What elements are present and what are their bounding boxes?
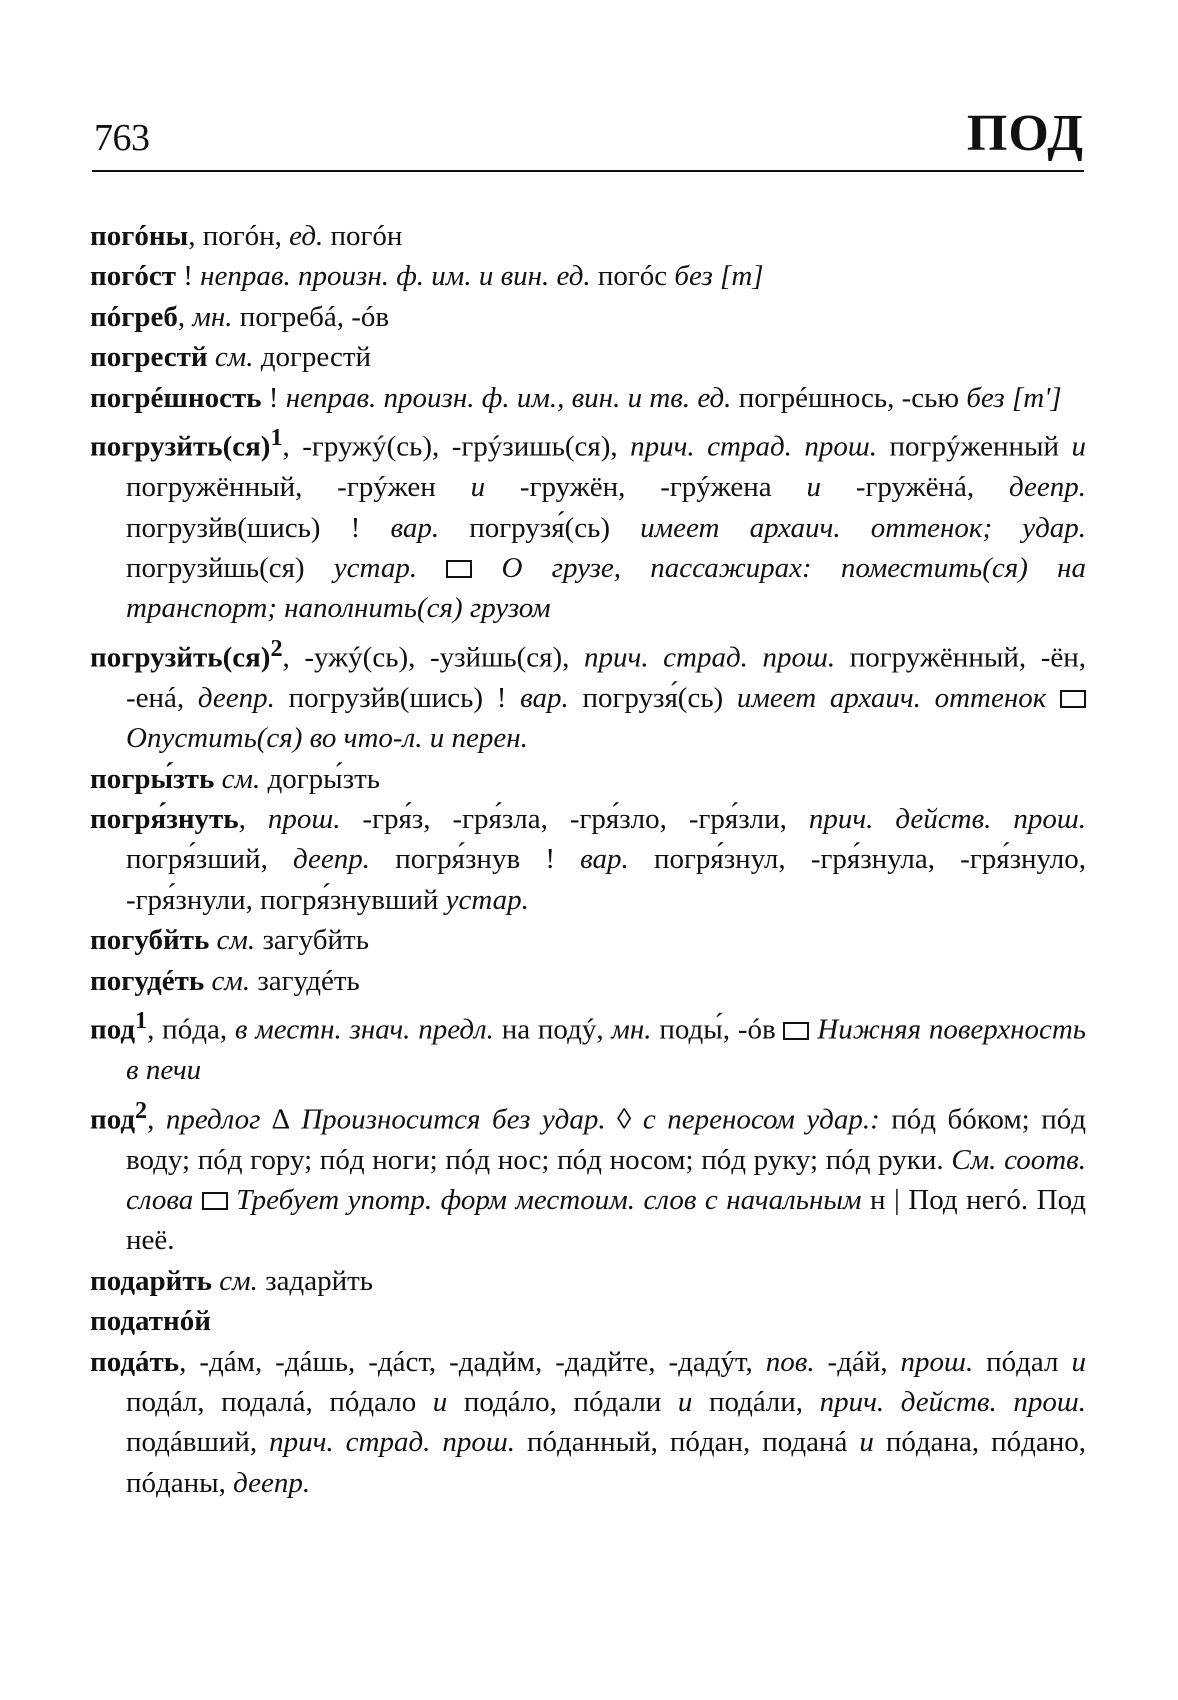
dictionary-entry bbox=[90, 297, 1086, 337]
entry-text: погря́знул, -гря́знула, -гря́знуло, -гря́знули, погря́знувший bbox=[126, 843, 1086, 916]
grammar-label: неправ. произн. ф. им. и вин. ед. bbox=[200, 260, 591, 293]
grammar-label: мн. bbox=[611, 1013, 652, 1046]
grammar-label: Нижняя поверхность в печи bbox=[126, 1013, 1086, 1087]
entry-headword: податнóй bbox=[90, 1305, 211, 1338]
dictionary-entry bbox=[90, 216, 1086, 256]
entry-text: подáвший, bbox=[126, 1426, 270, 1459]
entry-text: загудéть bbox=[250, 964, 360, 997]
entry-text: погрузйв(шись) ! bbox=[126, 511, 391, 544]
dictionary-entry bbox=[90, 378, 1086, 418]
entry-text: погрéшнось, -сью bbox=[731, 381, 967, 414]
grammar-label: прич. страд. прош. bbox=[630, 430, 878, 463]
dictionary-entry bbox=[90, 418, 1086, 629]
meaning-box-icon bbox=[783, 1022, 809, 1040]
grammar-label: пов. bbox=[765, 1345, 815, 1378]
grammar-label: имеет архаич. оттенок; удар. bbox=[640, 511, 1086, 544]
entry-text: догры́зть bbox=[260, 762, 381, 795]
entry-text: подáло, пóдали bbox=[447, 1386, 678, 1418]
entry-headword: под bbox=[90, 1103, 136, 1136]
grammar-label: вар. bbox=[390, 511, 440, 544]
dictionary-entry bbox=[90, 337, 1086, 377]
page-header bbox=[92, 96, 1084, 172]
grammar-label: и bbox=[470, 471, 486, 504]
grammar-label: прош. bbox=[267, 803, 341, 835]
grammar-label: ед. bbox=[289, 220, 324, 252]
grammar-label: вар. bbox=[580, 843, 629, 876]
entry-headword: погря́знуть bbox=[90, 803, 239, 835]
homonym-index: 1 bbox=[270, 424, 283, 452]
grammar-label: прич. страд. прош. bbox=[269, 1426, 515, 1459]
entry-headword: погрéшность bbox=[90, 381, 262, 414]
grammar-label: См. соотв. слова bbox=[126, 1143, 1086, 1216]
dictionary-entry bbox=[90, 629, 1086, 759]
dictionary-entry bbox=[90, 1091, 1086, 1261]
grammar-label: вар. bbox=[520, 681, 569, 714]
dictionary-entry bbox=[90, 1261, 1086, 1301]
entry-text bbox=[214, 763, 221, 795]
grammar-label: и bbox=[1071, 430, 1087, 463]
entry-text: погребá, -óв bbox=[232, 300, 390, 333]
entry-text: ! bbox=[261, 381, 286, 414]
grammar-label: см. bbox=[221, 762, 261, 795]
grammar-label: см. bbox=[211, 964, 251, 997]
grammar-label: и bbox=[806, 471, 821, 504]
grammar-label: деепр. bbox=[197, 681, 275, 714]
grammar-label: предлог ∆ Произносится без удар. ◊ с переносом удар.: bbox=[165, 1103, 880, 1136]
grammar-label: устар. bbox=[333, 551, 418, 584]
grammar-label: О грузе, пассажирах: поместить(ся) на транспорт; наполнить(ся) грузом bbox=[126, 551, 1086, 625]
entry-text: , погóн, bbox=[188, 220, 290, 252]
dictionary-entries bbox=[90, 216, 1086, 1503]
dictionary-entry bbox=[90, 1342, 1086, 1504]
entry-headword: погрузйть(ся) bbox=[90, 641, 271, 674]
entry-text: пóдал bbox=[973, 1345, 1072, 1378]
running-head: ПОД bbox=[966, 105, 1084, 162]
entry-headword: погóст bbox=[90, 260, 176, 293]
dictionary-entry bbox=[90, 256, 1086, 296]
grammar-label: прич. действ. прош. bbox=[808, 803, 1086, 835]
entry-text: пóдана, пóдано, пóданы, bbox=[126, 1426, 1087, 1499]
entry-text: задарйть bbox=[257, 1264, 373, 1297]
entry-text: погóн bbox=[323, 220, 403, 252]
dictionary-entry bbox=[90, 759, 1086, 799]
entry-headword: погудéть bbox=[90, 964, 205, 997]
entry-headword: погрузйть(ся) bbox=[90, 430, 271, 463]
meaning-box-icon bbox=[202, 1192, 228, 1210]
grammar-label: Опустить(ся) во что-л. и перен. bbox=[126, 722, 528, 755]
dictionary-entry bbox=[90, 1301, 1086, 1341]
homonym-index: 2 bbox=[135, 1096, 148, 1124]
entry-text: , -гружý(сь), -грýзишь(ся), bbox=[282, 430, 631, 463]
grammar-label: мн. bbox=[192, 300, 233, 333]
entry-text: погрузйв(шись) ! bbox=[274, 681, 521, 714]
grammar-label: см. bbox=[216, 924, 256, 957]
grammar-label: имеет архаич. оттенок bbox=[736, 681, 1047, 714]
dictionary-entry bbox=[90, 920, 1086, 960]
entry-text: , bbox=[238, 803, 268, 835]
entry-text: погря́зший, bbox=[126, 843, 294, 876]
entry-text: н | Под негó. Под неё. bbox=[126, 1183, 1086, 1257]
entry-text: догрестй bbox=[253, 341, 372, 374]
entry-headword: погры́зть bbox=[90, 762, 215, 795]
entry-text bbox=[208, 341, 215, 373]
entry-text: погрузйшь(ся) bbox=[126, 551, 334, 584]
entry-text: , -ужý(сь), -узйшь(ся), bbox=[282, 641, 584, 674]
entry-text: пóд бóком; пóд воду; пóд гору; пóд ноги; пóд нос; пóд носом; пóд руку; пóд руки. bbox=[126, 1103, 1086, 1176]
entry-text: на подý, bbox=[493, 1013, 612, 1046]
grammar-label: деепр. bbox=[1008, 471, 1087, 504]
entry-headword: погрестй bbox=[90, 341, 208, 374]
grammar-label: устар. bbox=[445, 883, 529, 916]
grammar-label: и bbox=[1071, 1345, 1086, 1378]
entry-text: -гружён, -грýжена bbox=[485, 471, 807, 504]
grammar-label: без [т] bbox=[674, 260, 764, 293]
entry-text: погрýженный bbox=[877, 430, 1072, 463]
entry-text: , bbox=[177, 300, 193, 333]
entry-text: погрузя́(сь) bbox=[568, 681, 737, 714]
grammar-label: прич. страд. прош. bbox=[584, 641, 836, 674]
entry-text: , пóда, bbox=[147, 1013, 235, 1046]
entry-text: -дáй, bbox=[814, 1345, 901, 1378]
entry-headword: пóгреб bbox=[90, 300, 178, 333]
dictionary-entry bbox=[90, 1001, 1086, 1090]
entry-headword: под bbox=[90, 1013, 136, 1046]
entry-text: -гружёнá, bbox=[821, 471, 1009, 504]
grammar-label: прош. bbox=[900, 1345, 974, 1378]
grammar-label: см. bbox=[219, 1264, 258, 1297]
entry-headword: подáть bbox=[90, 1345, 180, 1378]
entry-text: погóс bbox=[590, 260, 675, 293]
grammar-label: прич. действ. прош. bbox=[819, 1386, 1086, 1418]
grammar-label: и bbox=[677, 1386, 693, 1418]
entry-headword: подарйть bbox=[90, 1264, 212, 1297]
entry-text: подáл, подалá, пóдало bbox=[126, 1386, 433, 1418]
entry-text: -гря́з, -гря́зла, -гря́зло, -гря́зли, bbox=[340, 803, 809, 835]
grammar-label: деепр. bbox=[293, 843, 371, 876]
entry-headword: погóны bbox=[90, 220, 189, 252]
entry-text: поды́, -óв bbox=[651, 1013, 776, 1046]
entry-text: , -дáм, -дáшь, -дáст, -дадйм, -дадйте, -дадýт, bbox=[179, 1345, 766, 1378]
entry-text: ! bbox=[176, 260, 201, 293]
entry-text: погружённый, -грýжен bbox=[126, 471, 471, 504]
meaning-box-icon bbox=[446, 560, 472, 578]
entry-text: , bbox=[147, 1103, 166, 1136]
grammar-label: неправ. произн. ф. им., вин. и тв. ед. bbox=[285, 381, 732, 414]
dictionary-entry bbox=[90, 961, 1086, 1001]
entry-headword: погубйть bbox=[90, 924, 210, 957]
meaning-box-icon bbox=[1060, 690, 1086, 708]
entry-text: загубйть bbox=[255, 924, 369, 957]
grammar-label: и bbox=[859, 1426, 874, 1459]
homonym-index: 1 bbox=[135, 1007, 148, 1035]
grammar-label: в местн. знач. предл. bbox=[234, 1013, 494, 1046]
entry-text: погружённый, -ён, -енá, bbox=[126, 641, 1086, 714]
grammar-label: и bbox=[432, 1386, 448, 1418]
dictionary-entry bbox=[90, 799, 1086, 920]
entry-text: погря́знув ! bbox=[370, 843, 581, 876]
entry-text: пóданный, пóдан, поданá bbox=[514, 1426, 860, 1459]
homonym-index: 2 bbox=[270, 634, 283, 662]
entry-text bbox=[209, 924, 216, 956]
entry-text: подáли, bbox=[692, 1386, 820, 1418]
page-number: 763 bbox=[94, 117, 150, 159]
grammar-label: Требует употр. форм местоим. слов с начальным bbox=[236, 1183, 862, 1216]
entry-text: погрузя́(сь) bbox=[439, 511, 641, 544]
grammar-label: деепр. bbox=[233, 1466, 311, 1499]
grammar-label: см. bbox=[214, 341, 254, 374]
grammar-label: без [т'] bbox=[966, 381, 1062, 414]
